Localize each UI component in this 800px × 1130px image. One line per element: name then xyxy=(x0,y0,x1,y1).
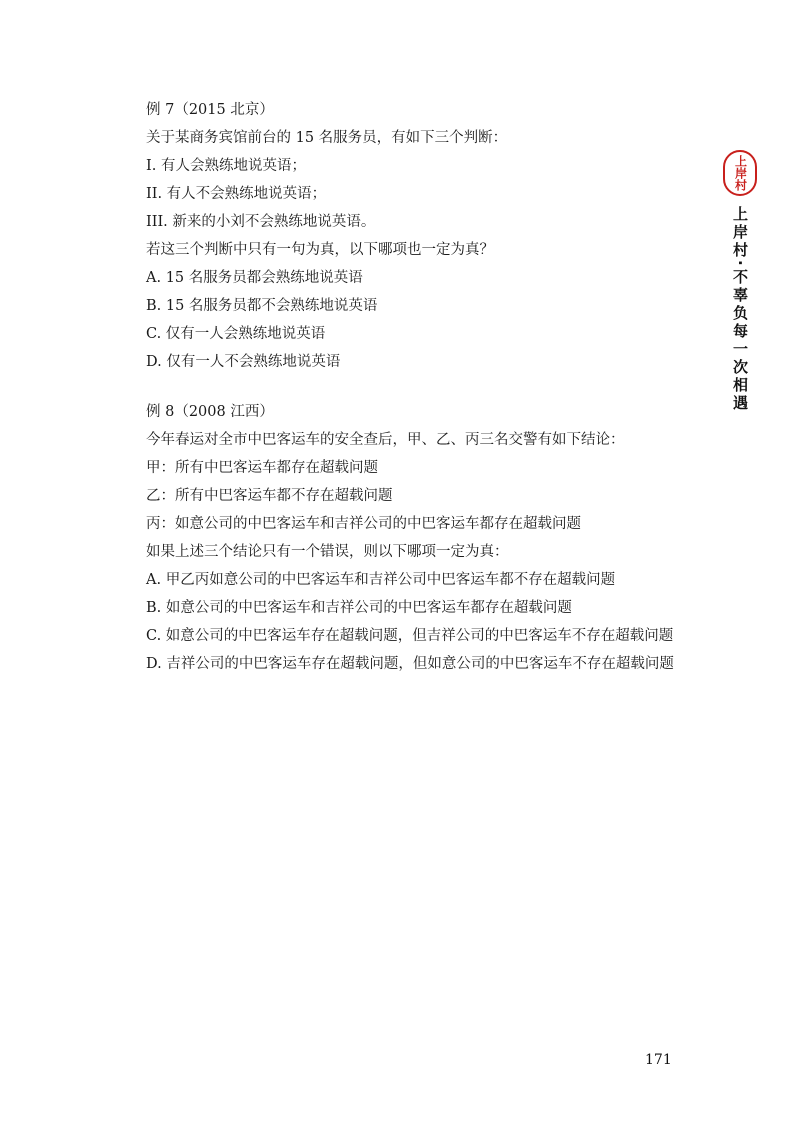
example-8-option-d: D. 吉祥公司的中巴客运车存在超载问题，但如意公司的中巴客运车不存在超载问题 xyxy=(146,656,674,672)
example-8-option-a: A. 甲乙丙如意公司的中巴客运车和吉祥公司中巴客运车都不存在超载问题 xyxy=(146,572,616,588)
example-8-option-b: B. 如意公司的中巴客运车和吉祥公司的中巴客运车都存在超载问题 xyxy=(146,600,572,616)
section-gap xyxy=(117,376,697,398)
example-8-question: 如果上述三个结论只有一个错误，则以下哪项一定为真： xyxy=(146,544,509,560)
example-7-stem: 关于某商务宾馆前台的 15 名服务员，有如下三个判断： xyxy=(146,130,508,146)
example-7-option-a: A. 15 名服务员都会熟练地说英语 xyxy=(146,270,363,286)
example-7-option-b: B. 15 名服务员都不会熟练地说英语 xyxy=(146,298,378,314)
example-7-statement-2: II. 有人不会熟练地说英语； xyxy=(146,186,327,202)
example-7-title: 例 7（2015 北京） xyxy=(146,102,274,118)
example-8-option-c: C. 如意公司的中巴客运车存在超载问题，但吉祥公司的中巴客运车不存在超载问题 xyxy=(146,628,674,644)
example-8-statement-2: 乙：所有中巴客运车都不存在超载问题 xyxy=(146,488,393,504)
page-number: 171 xyxy=(645,1052,672,1068)
example-8-statement-1: 甲：所有中巴客运车都存在超载问题 xyxy=(146,460,378,476)
brand-seal-text: 上岸村 xyxy=(733,155,748,191)
example-7-question: 若这三个判断中只有一句为真，以下哪项也一定为真？ xyxy=(146,242,494,258)
example-8-statement-3: 丙：如意公司的中巴客运车和吉祥公司的中巴客运车都存在超载问题 xyxy=(146,516,581,532)
brand-slogan: 上岸村·不辜负每一次相遇 xyxy=(731,206,749,413)
example-7-statement-3: III. 新来的小刘不会熟练地说英语。 xyxy=(146,214,376,230)
example-7-option-d: D. 仅有一人不会熟练地说英语 xyxy=(146,354,341,370)
example-7-statement-1: I. 有人会熟练地说英语； xyxy=(146,158,306,174)
page-content xyxy=(117,96,697,678)
example-8-stem: 今年春运对全市中巴客运车的安全查后，甲、乙、丙三名交警有如下结论： xyxy=(146,432,625,448)
brand-seal-logo xyxy=(723,150,757,196)
example-8-title: 例 8（2008 江西） xyxy=(146,404,274,420)
example-7-option-c: C. 仅有一人会熟练地说英语 xyxy=(146,326,326,342)
brand-sidebar xyxy=(722,150,758,413)
